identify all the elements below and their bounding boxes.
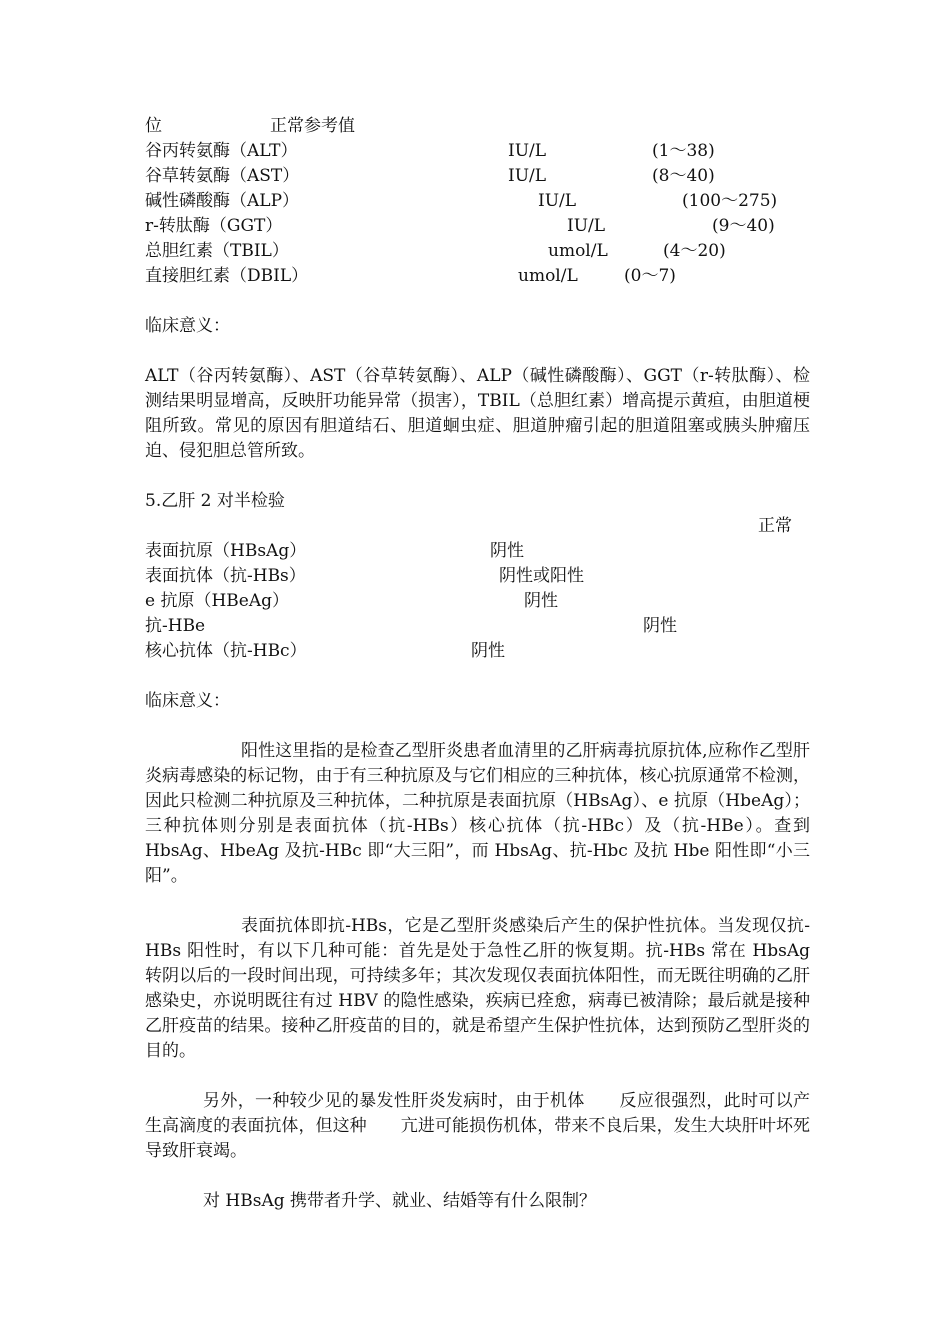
liver-row-unit: umol/L — [548, 241, 608, 261]
liver-row-range: (8～40) — [652, 166, 715, 186]
liver-row-name: r-转肽酶（GGT） — [145, 216, 283, 236]
hbv-row-name: 核心抗体（抗-HBc） — [145, 641, 307, 661]
liver-row-unit: IU/L — [508, 166, 547, 186]
hbv-row-name: e 抗原（HBeAg） — [145, 591, 290, 611]
hbv-paragraph-3: 另外，一种较少见的暴发性肝炎发病时，由于机体 反应很强烈，此时可以产生高滴度的表面抗体，但这种 亢进可能损伤机体，带来不良后果，发生大块肝叶坏死导致肝衰竭。 — [145, 1091, 810, 1161]
clinical-paragraph: ALT（谷丙转氨酶）、AST（谷草转氨酶）、ALP（碱性磷酸酶）、GGT（r-转肽酶）、检测结果明显增高，反映肝功能异常（损害），TBIL（总胆红素）增高提示黄疸，由胆道梗阻所致。常见的原因有胆道结石、胆道蛔虫症、胆道肿瘤引起的胆道阻塞或胰头肿瘤压迫、侵犯胆总管所致。 — [145, 366, 810, 461]
liver-row-name: 总胆红素（TBIL） — [145, 241, 289, 261]
clinical-heading: 临床意义： — [145, 316, 230, 336]
liver-row-range: (100～275) — [682, 191, 778, 211]
hbv-row-value: 阴性或阳性 — [499, 566, 584, 586]
liver-row-range: (9～40) — [712, 216, 775, 236]
table-header-reference: 正常参考值 — [270, 116, 355, 136]
liver-row-range: (0～7) — [624, 266, 676, 286]
liver-row-unit: IU/L — [538, 191, 577, 211]
hbv-row-value: 阴性 — [524, 591, 558, 611]
liver-row-name: 谷草转氨酶（AST） — [145, 166, 300, 186]
liver-row-range: (4～20) — [663, 241, 726, 261]
hbv-row-name: 表面抗原（HBsAg） — [145, 541, 307, 561]
normal-label: 正常 — [758, 516, 792, 536]
liver-row-unit: IU/L — [508, 141, 547, 161]
hbv-row-name: 抗-HBe — [145, 616, 206, 636]
hbv-paragraph-1: 阳性这里指的是检查乙型肝炎患者血清里的乙肝病毒抗原抗体,应称作乙型肝炎病毒感染的标记物，由于有三种抗原及与它们相应的三种抗体，核心抗原通常不检测，因此只检测二种抗原及三种抗体，二种抗原是表面抗原（HBsAg）、e 抗原（HbeAg）；三种抗体则分别是表面抗体（抗-HBs）核心抗体（抗-HBc）及（抗-HBe）。查到 HbsAg、HbeAg 及抗-HBc 即“大三阳”，而 HbsAg、抗-Hbc 及抗 Hbe 阳性即“小三阳”。 — [145, 741, 810, 886]
hbv-paragraph-2: 表面抗体即抗-HBs，它是乙型肝炎感染后产生的保护性抗体。当发现仅抗-HBs 阳性时，有以下几种可能：首先是处于急性乙肝的恢复期。抗-HBs 常在 HbsAg 转阴以后的一段时间出现，可持续多年；其次发现仅表面抗体阳性，而无既往明确的乙肝感染史，亦说明既往有过 HBV 的隐性感染，疾病已痊愈，病毒已被清除；最后就是接种乙肝疫苗的结果。接种乙肝疫苗的目的，就是希望产生保护性抗体，达到预防乙型肝炎的目的。 — [145, 916, 810, 1061]
section-title: 5.乙肝 2 对半检验 — [145, 491, 285, 511]
hbv-row-value: 阴性 — [643, 616, 677, 636]
hbv-row-value: 阴性 — [471, 641, 505, 661]
hbv-row-name: 表面抗体（抗-HBs） — [145, 566, 306, 586]
hbv-row-value: 阴性 — [490, 541, 524, 561]
liver-row-unit: IU/L — [567, 216, 606, 236]
liver-row-name: 直接胆红素（DBIL） — [145, 266, 309, 286]
liver-row-name: 碱性磷酸酶（ALP） — [145, 191, 300, 211]
table-header-position: 位 — [145, 116, 162, 136]
liver-row-unit: umol/L — [518, 266, 578, 286]
liver-row-name: 谷丙转氨酶（ALT） — [145, 141, 298, 161]
clinical-heading: 临床意义： — [145, 691, 230, 711]
liver-row-range: (1～38) — [652, 141, 715, 161]
question-heading: 对 HBsAg 携带者升学、就业、结婚等有什么限制？ — [203, 1191, 597, 1211]
